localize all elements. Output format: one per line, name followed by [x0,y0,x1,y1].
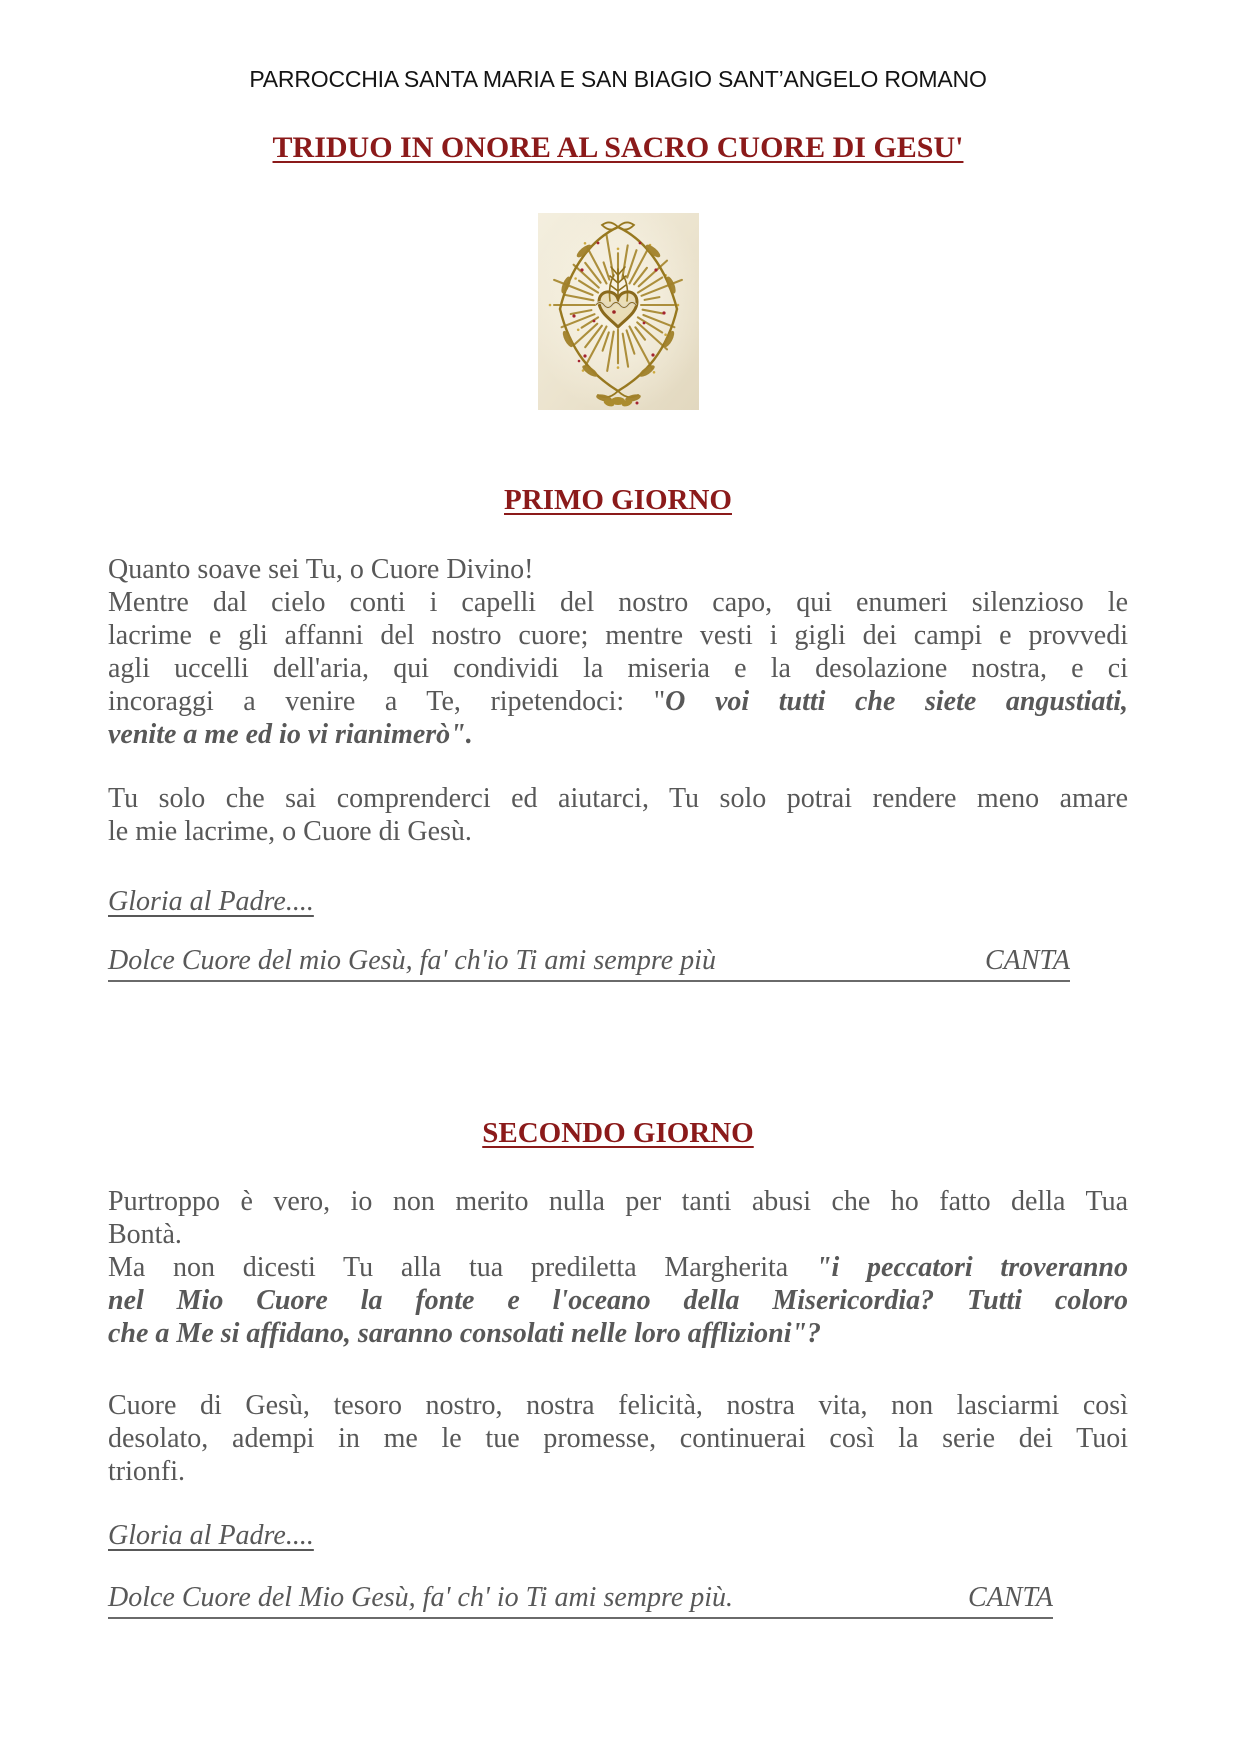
text-line [108,782,1128,815]
bold-italic-run: "i peccatori troveranno [815,1252,1128,1283]
parish-header: PARROCCHIA SANTA MARIA E SAN BIAGIO SANT’ANGELO ROMANO [249,66,987,92]
text-run: incoraggi a venire a Te, ripetendoci: " [108,686,666,717]
text-line [108,1251,1128,1284]
refrain-row [108,1581,1053,1619]
gloria-line-wrap [108,885,1128,918]
bold-italic-run: O voi tutti che siete angustiati, [665,686,1129,717]
text-line [108,652,1128,685]
refrain-row [108,944,1070,982]
text-run: Tu solo che sai comprenderci ed aiutarci, Tu solo potrai rendere meno amare [108,783,1128,814]
text-run: Bontà. [108,1219,182,1250]
paragraph [108,553,1128,751]
text-line [108,586,1128,619]
text-line [108,718,1128,751]
gloria-al-padre-text: Gloria al Padre.... [108,1520,314,1551]
text-line [108,815,1128,848]
text-line [108,1284,1128,1317]
section-heading-secondo-giorno: SECONDO GIORNO [482,1117,754,1149]
text-line [108,553,1128,586]
text-line [108,685,1128,718]
paragraph [108,1389,1128,1488]
text-run: desolato, adempi in me le tue promesse, continuerai così la serie dei Tuoi [108,1423,1128,1454]
document-title: TRIDUO IN ONORE AL SACRO CUORE DI GESU' [272,131,964,164]
section-heading-primo-giorno: PRIMO GIORNO [504,484,732,516]
text-line [108,1389,1128,1422]
paragraph [108,782,1128,848]
refrain-canta-label: CANTA [967,1582,1053,1613]
text-line [108,1185,1128,1218]
text-run: Cuore di Gesù, tesoro nostro, nostra felicità, nostra vita, non lasciarmi così [108,1390,1128,1421]
sacred-heart-embroidery-image [538,213,699,410]
text-line [108,1317,1128,1350]
text-line [108,619,1128,652]
text-line [108,1218,1128,1251]
image-container [108,213,1128,410]
text-run: lacrime e gli affanni del nostro cuore; mentre vesti i gigli dei campi e provvedi [108,620,1128,651]
bold-italic-run: venite a me ed io vi rianimerò". [108,719,473,750]
text-run: trionfi. [108,1456,185,1487]
text-run: Purtroppo è vero, io non merito nulla per tanti abusi che ho fatto della Tua [108,1186,1128,1217]
bold-italic-run: nel Mio Cuore la fonte e l'oceano della Misericordia? Tutti coloro [108,1285,1128,1316]
gloria-al-padre-text: Gloria al Padre.... [108,886,314,917]
refrain-text: Dolce Cuore del Mio Gesù, fa' ch' io Ti ami sempre più. [108,1582,734,1613]
text-run: agli uccelli dell'aria, qui condividi la miseria e la desolazione nostra, e ci [108,653,1128,684]
paragraph [108,1185,1128,1350]
text-run: Quanto soave sei Tu, o Cuore Divino! [108,554,534,585]
refrain-canta-label: CANTA [984,945,1070,976]
text-run: Mentre dal cielo conti i capelli del nostro capo, qui enumeri silenzioso le [108,587,1128,618]
text-run: Ma non dicesti Tu alla tua prediletta Margherita [108,1252,816,1283]
bold-italic-run: che a Me si affidano, saranno consolati nelle loro afflizioni"? [108,1318,822,1349]
text-line [108,1422,1128,1455]
gloria-line-wrap [108,1519,1128,1552]
text-run: le mie lacrime, o Cuore di Gesù. [108,816,472,847]
refrain-text: Dolce Cuore del mio Gesù, fa' ch'io Ti ami sempre più [108,945,716,976]
text-line [108,1455,1128,1488]
